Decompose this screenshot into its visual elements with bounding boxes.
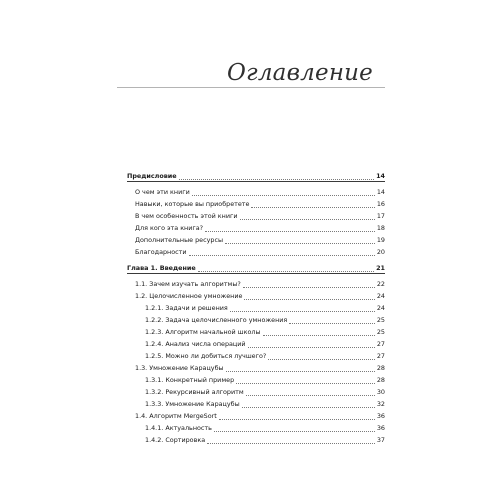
toc-entry[interactable] bbox=[127, 300, 385, 312]
toc-page-number: 37 bbox=[376, 436, 385, 444]
toc-leader-dots bbox=[225, 237, 375, 244]
toc-page-number: 28 bbox=[376, 376, 385, 384]
chapter1-entries bbox=[127, 276, 385, 444]
toc-entry[interactable] bbox=[127, 348, 385, 360]
toc-page-number: 30 bbox=[376, 388, 385, 396]
toc-leader-dots bbox=[179, 173, 374, 180]
toc-entry[interactable] bbox=[127, 312, 385, 324]
chapter-divider bbox=[127, 181, 385, 182]
toc-entry-label: 1.2.5. Можно ли добиться лучшего? bbox=[145, 352, 267, 360]
toc-entry[interactable] bbox=[127, 184, 385, 196]
toc-entry[interactable] bbox=[127, 396, 385, 408]
toc-entry[interactable] bbox=[127, 220, 385, 232]
toc-entry-label: 1.4.1. Актуальность bbox=[145, 424, 212, 432]
toc-chapter-preface[interactable] bbox=[127, 168, 385, 180]
toc-entry[interactable] bbox=[127, 372, 385, 384]
toc-entry-label: О чем эти книги bbox=[135, 188, 190, 196]
toc-entry-label: 1.4. Алгоритм MergeSort bbox=[135, 412, 217, 420]
toc-entry[interactable] bbox=[127, 324, 385, 336]
toc-entry[interactable] bbox=[127, 196, 385, 208]
toc-page-number: 28 bbox=[376, 364, 385, 372]
toc-leader-dots bbox=[248, 341, 375, 348]
toc-page-number: 20 bbox=[376, 248, 385, 256]
toc-entry[interactable] bbox=[127, 244, 385, 256]
toc-entry[interactable] bbox=[127, 360, 385, 372]
toc-page-number: 36 bbox=[376, 412, 385, 420]
toc-entry-label: 1.3.3. Умножение Карацубы bbox=[145, 400, 240, 408]
toc-leader-dots bbox=[219, 413, 375, 420]
toc-entry-label: В чем особенность этой книги bbox=[135, 212, 238, 220]
toc-page-number: 21 bbox=[376, 264, 385, 272]
toc-entry-label: 1.2.4. Анализ числа операций bbox=[145, 340, 246, 348]
toc-page-number: 25 bbox=[376, 328, 385, 336]
toc-page-number: 27 bbox=[376, 340, 385, 348]
toc-entry-label: 1.3. Умножение Карацубы bbox=[135, 364, 224, 372]
toc-page-number: 32 bbox=[376, 400, 385, 408]
toc-entry[interactable] bbox=[127, 288, 385, 300]
toc-entry[interactable] bbox=[127, 276, 385, 288]
toc-entry[interactable] bbox=[127, 208, 385, 220]
toc-page-number: 18 bbox=[376, 224, 385, 232]
toc-entry-label: 1.2. Целочисленное умножение bbox=[135, 292, 243, 300]
toc-entry-label: Навыки, которые вы приобретете bbox=[135, 200, 250, 208]
toc-leader-dots bbox=[243, 281, 375, 288]
toc-page-number: 17 bbox=[376, 212, 385, 220]
toc-entry-label: 1.2.2. Задача целочисленного умножения bbox=[145, 316, 288, 324]
toc-leader-dots bbox=[205, 225, 375, 232]
toc-leader-dots bbox=[268, 353, 375, 360]
toc-chapter-1[interactable] bbox=[127, 260, 385, 272]
toc-entry-label: 1.2.3. Алгоритм начальной школы bbox=[145, 328, 261, 336]
toc-page-number: 27 bbox=[376, 352, 385, 360]
toc-entry[interactable] bbox=[127, 432, 385, 444]
toc-leader-dots bbox=[226, 365, 375, 372]
toc-leader-dots bbox=[242, 401, 375, 408]
toc-leader-dots bbox=[240, 213, 375, 220]
toc-entry-label: 1.3.2. Рекурсивный алгоритм bbox=[145, 388, 244, 396]
toc-leader-dots bbox=[289, 317, 375, 324]
toc-leader-dots bbox=[192, 189, 375, 196]
toc-leader-dots bbox=[207, 437, 375, 444]
toc-heading: Оглавление bbox=[226, 60, 373, 86]
toc-entry-label: 1.1. Зачем изучать алгоритмы? bbox=[135, 280, 241, 288]
toc-entry-label: 1.2.1. Задачи и решения bbox=[145, 304, 228, 312]
toc-chapter-title: Глава 1. Введение bbox=[127, 264, 196, 272]
heading-rule bbox=[117, 87, 385, 88]
toc-entry-label: Благодарности bbox=[135, 248, 187, 256]
toc-page-number: 25 bbox=[376, 316, 385, 324]
toc-leader-dots bbox=[230, 305, 375, 312]
toc-entry[interactable] bbox=[127, 232, 385, 244]
table-of-contents bbox=[127, 168, 385, 444]
toc-page-number: 16 bbox=[376, 200, 385, 208]
toc-leader-dots bbox=[214, 425, 375, 432]
preface-entries bbox=[127, 184, 385, 256]
toc-chapter-title: Предисловие bbox=[127, 172, 177, 180]
toc-page-number: 14 bbox=[376, 172, 385, 180]
toc-leader-dots bbox=[189, 249, 375, 256]
toc-entry[interactable] bbox=[127, 408, 385, 420]
toc-entry-label: Для кого эта книга? bbox=[135, 224, 204, 232]
toc-leader-dots bbox=[263, 329, 375, 336]
toc-page-number: 24 bbox=[376, 304, 385, 312]
toc-leader-dots bbox=[244, 293, 374, 300]
toc-entry[interactable] bbox=[127, 336, 385, 348]
toc-entry-label: 1.4.2. Сортировка bbox=[145, 436, 206, 444]
toc-leader-dots bbox=[246, 389, 375, 396]
toc-entry-label: Дополнительные ресурсы bbox=[135, 236, 223, 244]
toc-leader-dots bbox=[251, 201, 374, 208]
toc-page-number: 14 bbox=[376, 188, 385, 196]
toc-page-number: 24 bbox=[376, 292, 385, 300]
toc-leader-dots bbox=[198, 265, 374, 272]
toc-entry[interactable] bbox=[127, 384, 385, 396]
toc-entry[interactable] bbox=[127, 420, 385, 432]
chapter-divider bbox=[127, 273, 385, 274]
toc-entry-label: 1.3.1. Конкретный пример bbox=[145, 376, 235, 384]
toc-page-number: 36 bbox=[376, 424, 385, 432]
toc-page-number: 19 bbox=[376, 236, 385, 244]
toc-leader-dots bbox=[236, 377, 375, 384]
toc-page-number: 22 bbox=[376, 280, 385, 288]
